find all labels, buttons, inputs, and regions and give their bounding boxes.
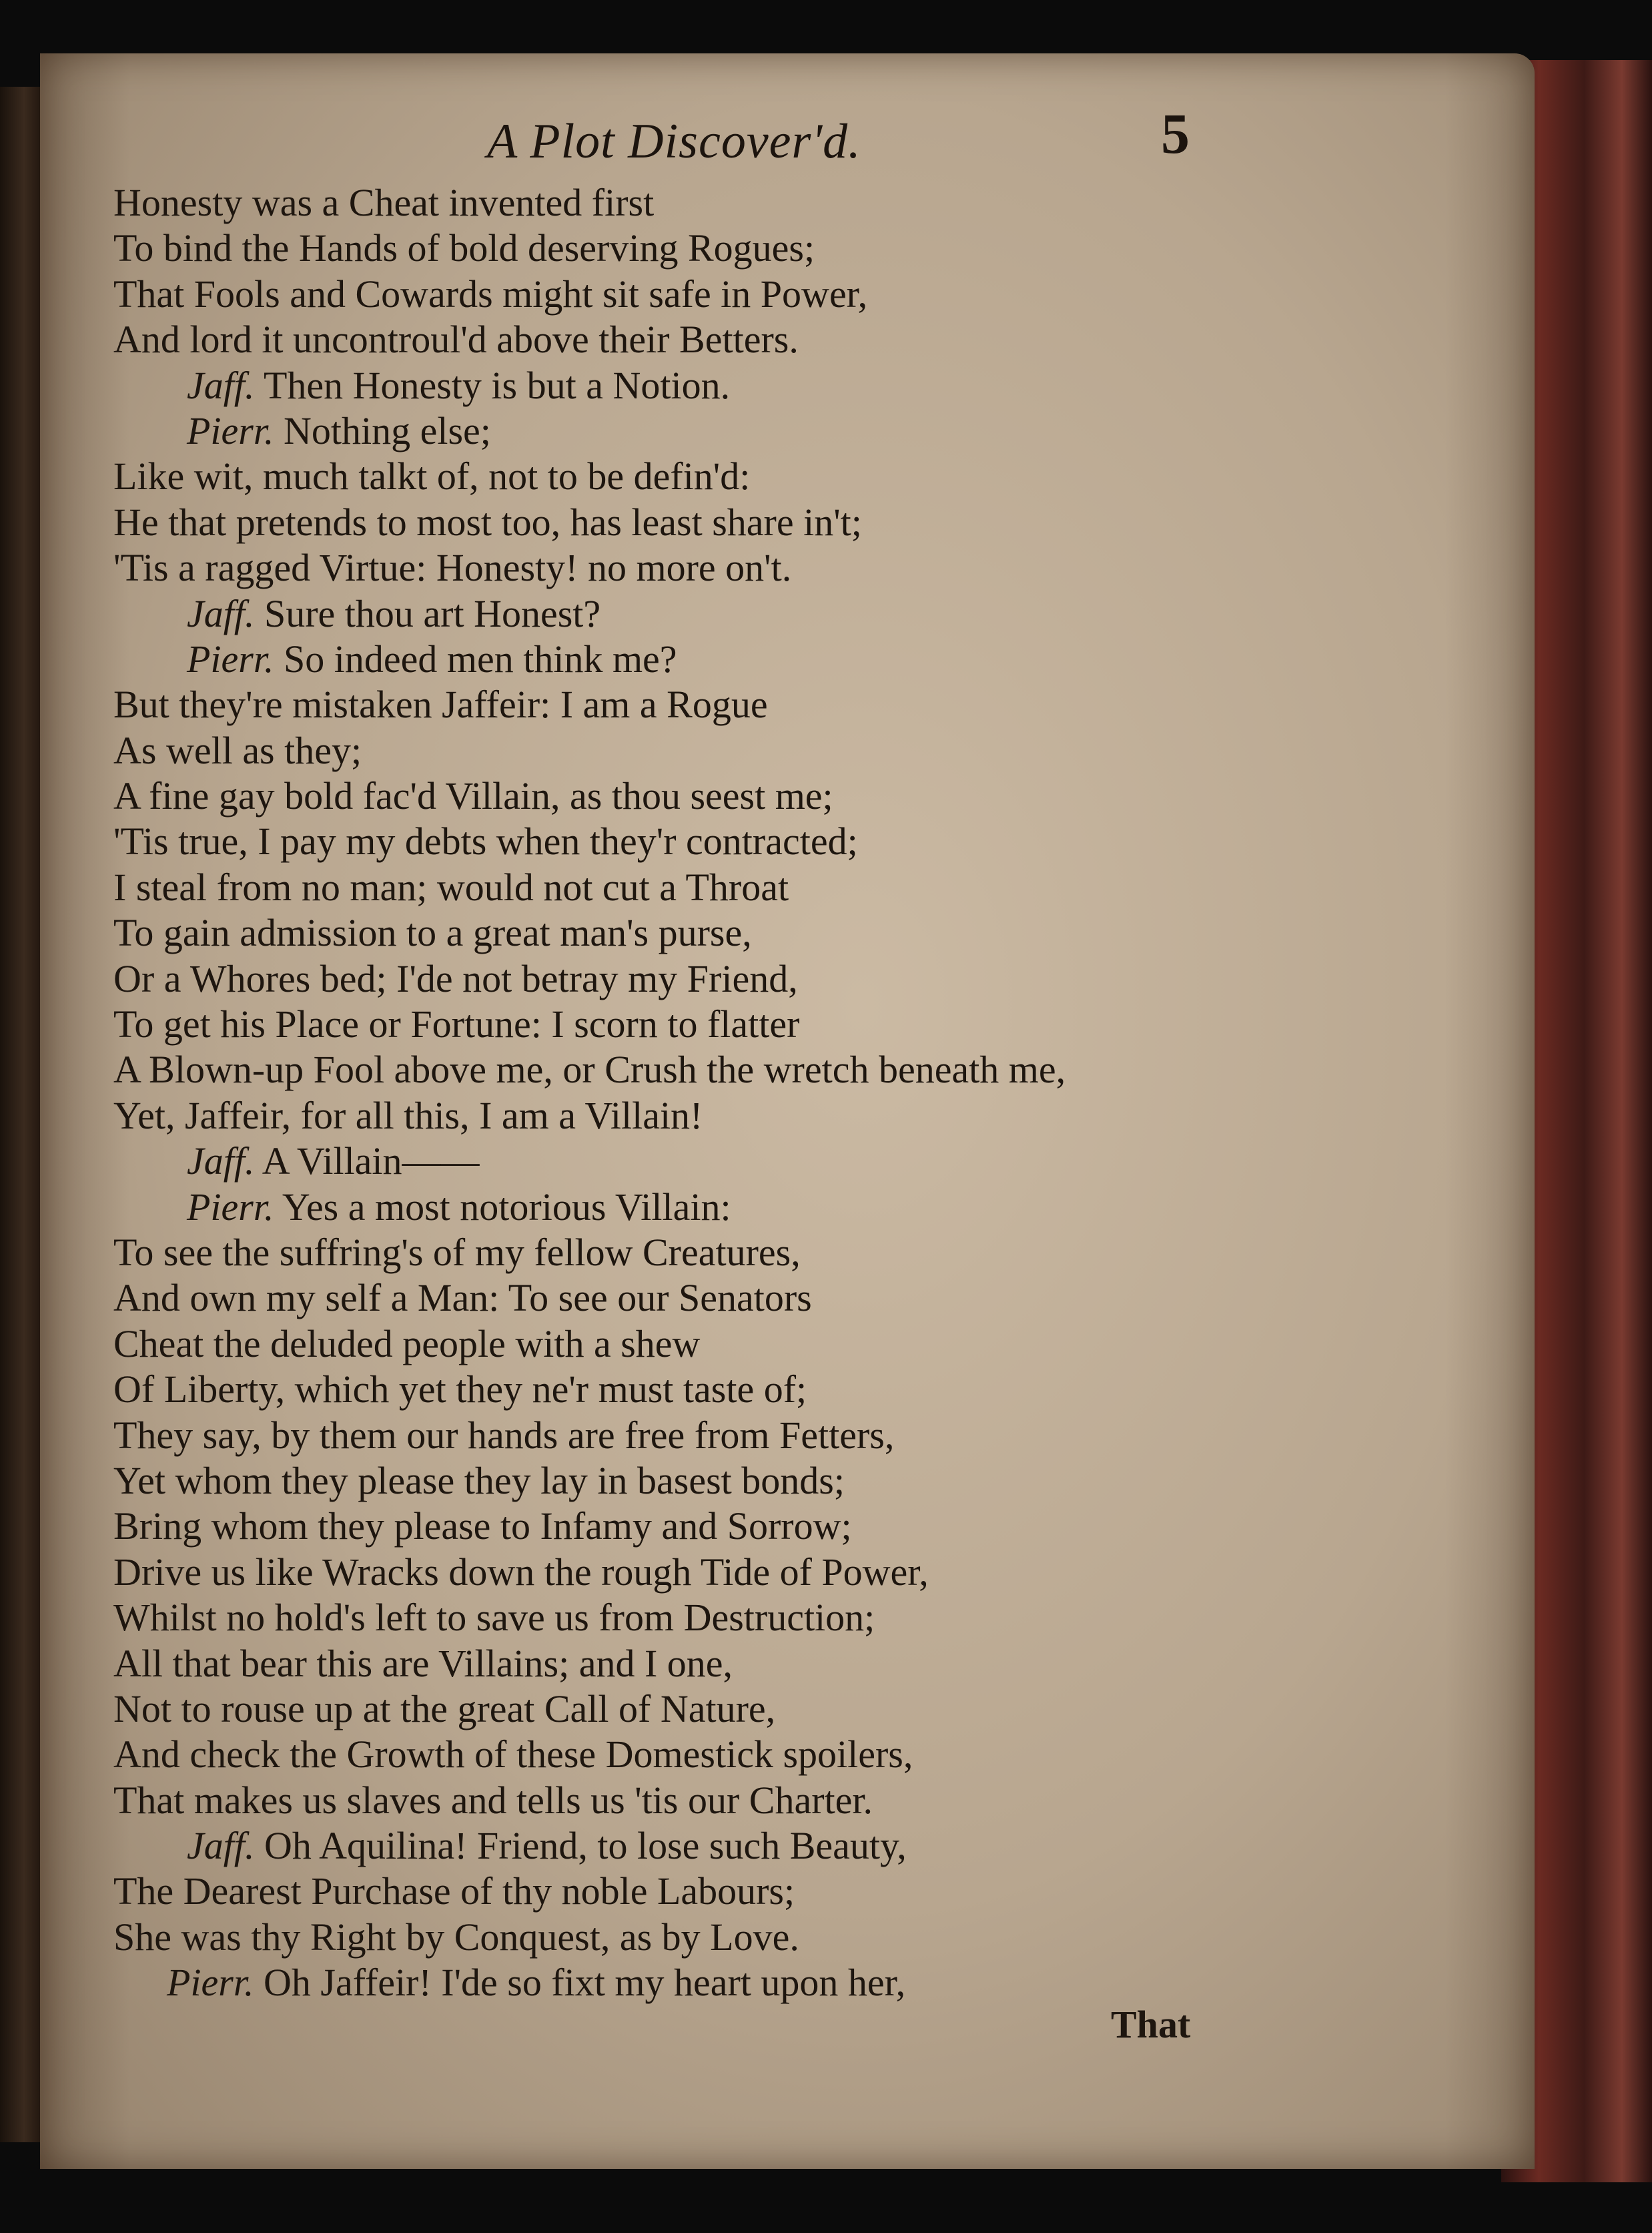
- line-text: Of Liberty, which yet they ne'r must taste of;: [113, 1367, 807, 1411]
- verse-line: [113, 1869, 1248, 1914]
- verse-line: [113, 1093, 1248, 1139]
- verse-line: [113, 1915, 1248, 1960]
- verse-line: [113, 454, 1248, 499]
- speech-line: [113, 1960, 1248, 2005]
- verse-line: [113, 226, 1248, 271]
- verse-line: [113, 1778, 1248, 1823]
- line-text: He that pretends to most too, has least share in't;: [113, 500, 862, 544]
- speaker-name: Jaff.: [187, 1139, 255, 1183]
- line-text: Yet, Jaffeir, for all this, I am a Villain!: [113, 1093, 703, 1137]
- speaker-name: Pierr.: [187, 637, 274, 681]
- verse-line: [113, 865, 1248, 910]
- verse-line: [113, 1367, 1248, 1412]
- line-text: Sure thou art Honest?: [264, 591, 601, 635]
- verse-line: [113, 1413, 1248, 1458]
- page-number: 5: [1161, 101, 1190, 166]
- verse-line: [113, 1321, 1248, 1367]
- line-text: All that bear this are Villains; and I one,: [113, 1641, 733, 1685]
- line-text: To gain admission to a great man's purse,: [113, 911, 752, 955]
- verse-line: [113, 1458, 1248, 1504]
- line-text: Whilst no hold's left to save us from Destruction;: [113, 1596, 875, 1640]
- line-text: But they're mistaken Jaffeir: I am a Rogue: [113, 683, 768, 727]
- speech-line: [113, 1823, 1248, 1869]
- line-text: And check the Growth of these Domestick spoilers,: [113, 1732, 913, 1777]
- speech-line: [113, 408, 1248, 454]
- running-title: A Plot Discover'd.: [487, 114, 861, 169]
- line-text: I steal from no man; would not cut a Throat: [113, 865, 789, 909]
- line-text: To get his Place or Fortune: I scorn to flatter: [113, 1002, 800, 1046]
- line-text: A Villain——: [262, 1139, 480, 1183]
- line-text: 'Tis a ragged Virtue: Honesty! no more on't.: [113, 546, 792, 590]
- line-text: Yes a most notorious Villain:: [282, 1185, 731, 1229]
- line-text: Or a Whores bed; I'de not betray my Friend,: [113, 956, 798, 1000]
- verse-line: [113, 1002, 1248, 1047]
- verse-line: [113, 1732, 1248, 1777]
- line-text: So indeed men think me?: [284, 637, 677, 681]
- line-text: Yet whom they please they lay in basest bonds;: [113, 1458, 845, 1502]
- verse-line: [113, 728, 1248, 773]
- line-text: Bring whom they please to Infamy and Sorrow;: [113, 1504, 852, 1548]
- line-text: 'Tis true, I pay my debts when they'r contracted;: [113, 820, 858, 864]
- line-text: That makes us slaves and tells us 'tis our Charter.: [113, 1778, 873, 1822]
- line-text: To bind the Hands of bold deserving Rogues;: [113, 226, 815, 270]
- verse-line: [113, 1595, 1248, 1640]
- line-text: Drive us like Wracks down the rough Tide of Power,: [113, 1550, 929, 1594]
- line-text: A Blown-up Fool above me, or Crush the wretch beneath me,: [113, 1048, 1066, 1092]
- verse-line: [113, 956, 1248, 1002]
- verse-line: [113, 1550, 1248, 1595]
- verse-line: [113, 910, 1248, 956]
- verse-line: [113, 317, 1248, 362]
- line-text: And own my self a Man: To see our Senators: [113, 1276, 812, 1320]
- verse-line: [113, 180, 1248, 226]
- line-text: Nothing else;: [284, 408, 491, 452]
- verse-line: [113, 1275, 1248, 1321]
- line-text: A fine gay bold fac'd Villain, as thou seest me;: [113, 774, 833, 818]
- line-text: Cheat the deluded people with a shew: [113, 1321, 701, 1365]
- verse-line: [113, 545, 1248, 591]
- line-text: Like wit, much talkt of, not to be defin'd:: [113, 454, 751, 499]
- speech-line: [113, 637, 1248, 682]
- line-text: As well as they;: [113, 728, 362, 772]
- verse-line: [113, 819, 1248, 864]
- catchword: That: [1111, 2003, 1191, 2046]
- line-text: To see the suffring's of my fellow Creatures,: [113, 1230, 801, 1274]
- line-text: Honesty was a Cheat invented first: [113, 181, 655, 224]
- verse-line: [113, 1504, 1248, 1549]
- previous-page-edge: [0, 87, 40, 2142]
- speaker-name: Pierr.: [187, 408, 274, 452]
- verse-line: [113, 682, 1248, 727]
- verse-line: [113, 773, 1248, 819]
- speaker-name: Jaff.: [187, 591, 255, 635]
- line-text: That Fools and Cowards might sit safe in Power,: [113, 272, 868, 316]
- line-text: Oh Aquilina! Friend, to lose such Beauty,: [264, 1824, 907, 1868]
- speech-line: [113, 363, 1248, 408]
- speech-line: [113, 591, 1248, 637]
- line-text: They say, by them our hands are free from Fetters,: [113, 1413, 895, 1457]
- verse-line: [113, 272, 1248, 317]
- speaker-name: Pierr.: [187, 1185, 274, 1229]
- line-text: And lord it uncontroul'd above their Betters.: [113, 318, 799, 362]
- line-text: She was thy Right by Conquest, as by Love.: [113, 1915, 799, 1959]
- line-text: Not to rouse up at the great Call of Nature,: [113, 1686, 776, 1730]
- line-text: Oh Jaffeir! I'de so fixt my heart upon her,: [264, 1961, 906, 2005]
- verse-line: [113, 1047, 1248, 1092]
- text-block: [113, 180, 1248, 2006]
- speech-line: [113, 1139, 1248, 1184]
- speaker-name: Jaff.: [187, 1824, 255, 1868]
- line-text: The Dearest Purchase of thy noble Labours;: [113, 1869, 795, 1913]
- line-text: Then Honesty is but a Notion.: [263, 363, 731, 407]
- verse-line: [113, 1230, 1248, 1275]
- speaker-name: Pierr.: [167, 1961, 254, 2005]
- speech-line: [113, 1185, 1248, 1230]
- verse-line: [113, 1641, 1248, 1686]
- verse-line: [113, 500, 1248, 545]
- verse-line: [113, 1686, 1248, 1732]
- speaker-name: Jaff.: [187, 363, 255, 407]
